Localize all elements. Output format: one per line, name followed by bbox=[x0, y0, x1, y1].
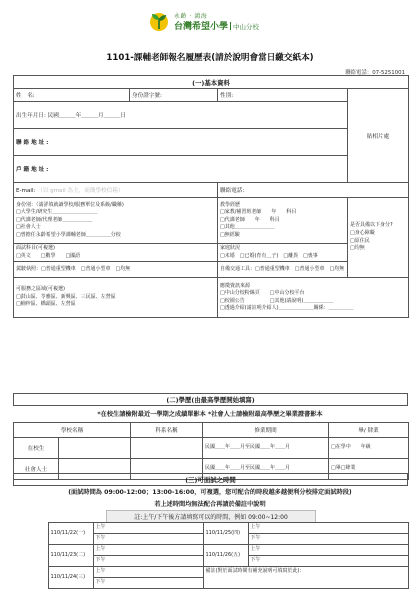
interview-date: 110/11/26(五) bbox=[203, 545, 248, 567]
service-area-option[interactable]: □楠梓區、橋頭區、左營區 bbox=[16, 301, 76, 308]
education-note: *在校生請檢附最近一學期之成績單影本 *社會人士請檢附最高學歷之畢業證書影本 bbox=[97, 411, 323, 418]
education-table bbox=[13, 422, 409, 480]
id-number-field[interactable]: 身份證字號: bbox=[130, 89, 218, 102]
birthdate-field[interactable]: 出生年月日: 民國＿＿＿年＿＿＿月＿＿＿日 bbox=[14, 102, 348, 129]
gender-field[interactable]: 性別: bbox=[218, 89, 348, 102]
interview-date: 110/11/24(三) bbox=[48, 567, 93, 589]
interview-table bbox=[13, 522, 409, 589]
special-identity-option[interactable]: □身心障礙 bbox=[350, 230, 375, 236]
info-source-title: 應徵資訊來源 bbox=[220, 282, 251, 289]
teaching-option[interactable]: □代課老師 年 科目 bbox=[220, 216, 280, 223]
family-cell[interactable] bbox=[218, 244, 348, 262]
basic-section-title: (一)基本資料 bbox=[14, 76, 409, 89]
service-area-title: 可服務之區域(可複選) bbox=[16, 286, 65, 293]
identity-title: 身份別：（請詳填就讀學校/服務單位及系級/職稱) bbox=[16, 201, 124, 208]
department-field[interactable] bbox=[131, 438, 203, 459]
interview-slot-pm[interactable]: 下午 bbox=[93, 534, 203, 545]
interview-slot-am[interactable]: 上午 bbox=[248, 523, 408, 534]
driver-license-field[interactable]: 駕駛執照：□普通重型機車 □普通小型車 □均無 bbox=[14, 262, 218, 278]
school-logo bbox=[148, 10, 278, 36]
info-source-option[interactable]: □校園公告 □其他(請說明)＿＿＿＿＿＿ bbox=[220, 297, 334, 304]
interview-hint: 註:上午/下午後方請填寫可以的時間，例如 09:00~12:00 bbox=[106, 510, 316, 523]
education-header-department: 科系名稱 bbox=[131, 423, 203, 438]
interview-title-table bbox=[13, 473, 408, 486]
graduation-status-field[interactable]: □畢□肄業 bbox=[329, 459, 409, 480]
contact-address-field[interactable]: 聯 絡 地 址 : bbox=[14, 129, 348, 156]
graduation-status-field[interactable]: □在學中 年級 bbox=[329, 438, 409, 459]
interview-spacer bbox=[13, 523, 48, 545]
email-label: E-mail: bbox=[16, 188, 36, 194]
study-period-field[interactable]: 民國＿＿年＿＿月至民國＿＿年＿＿月 bbox=[203, 459, 329, 480]
logo-top-text: 永齡 · 鴻海 bbox=[174, 13, 208, 20]
interview-slot-am[interactable]: 上午 bbox=[93, 567, 203, 578]
interview-slot-pm[interactable]: 下午 bbox=[248, 534, 408, 545]
name-field[interactable]: 姓 名: bbox=[14, 89, 130, 102]
special-identity-option[interactable]: □均無 bbox=[350, 245, 365, 252]
interview-slot-pm[interactable]: 下午 bbox=[248, 556, 408, 567]
education-section-title: (二)學歷(由最高學歷開始填寫) bbox=[14, 394, 408, 406]
subject-options[interactable]: □英文 □數學 □國語 bbox=[16, 252, 81, 259]
interview-note-time: (面試時間為 09:00-12:00；13:00-16:00，可複選，您可配合的時段越多越便利分校排定面試時段) bbox=[68, 489, 352, 496]
logo-main-text bbox=[174, 19, 259, 32]
service-area-cell[interactable] bbox=[14, 278, 218, 318]
logo-branch-name: 中山分校 bbox=[233, 23, 260, 31]
study-period-field[interactable]: 民國＿＿年＿＿月至民國＿＿年＿＿月 bbox=[203, 438, 329, 459]
interview-slot-pm[interactable]: 下午 bbox=[93, 578, 203, 589]
subject-cell[interactable] bbox=[14, 244, 218, 262]
family-options[interactable]: □未婚 □已婚(育有＿子) □離異 □喪事 bbox=[220, 252, 318, 259]
special-identity-option[interactable]: □原住民 bbox=[350, 237, 370, 244]
logo-school-name: 台灣希望小學 bbox=[174, 22, 229, 32]
sprout-logo-icon bbox=[148, 10, 170, 32]
teaching-option[interactable]: □無經驗 bbox=[220, 231, 240, 238]
teaching-option[interactable]: □其他＿＿＿＿＿＿＿＿ bbox=[220, 224, 275, 231]
basic-info-table bbox=[13, 75, 409, 318]
vehicle-field[interactable]: 自備交通工具：□普通重型機車 □普通小型車 □均無 bbox=[218, 262, 348, 278]
identity-option[interactable]: □大學生/研究生＿＿＿＿＿＿＿＿＿ bbox=[16, 209, 98, 216]
interview-date: 110/11/22(一) bbox=[48, 523, 93, 545]
education-header-period: 修業期間 bbox=[203, 423, 329, 438]
info-source-cell[interactable] bbox=[218, 278, 409, 318]
special-identity-cell[interactable] bbox=[348, 198, 409, 278]
table-row bbox=[14, 438, 409, 459]
photo-area: 貼相片處 bbox=[348, 89, 409, 183]
interview-spacer bbox=[13, 545, 48, 567]
interview-date: 110/11/25(四) bbox=[203, 523, 248, 545]
teaching-experience-cell[interactable] bbox=[218, 198, 348, 244]
interview-note-fallback: 若上述時間均無法配合再請於備註中說明 bbox=[154, 501, 266, 508]
interview-slot-pm[interactable]: 下午 bbox=[93, 556, 203, 567]
teaching-title: 教學經歷 bbox=[220, 201, 241, 208]
subject-title: 面試科目(可複選) bbox=[16, 245, 55, 251]
identity-cell[interactable] bbox=[14, 198, 218, 244]
interview-spacer bbox=[13, 567, 48, 589]
form-title: 1101-課輔老師報名履歷表(請於說明會當日繳交紙本) bbox=[106, 53, 314, 63]
identity-option[interactable]: □社會人士 bbox=[16, 224, 41, 231]
registered-address-field[interactable]: 戶 籍 地 址 : bbox=[14, 156, 348, 183]
service-area-option[interactable]: □鼓山區、苓雅區、新興區、三民區、左營區 bbox=[16, 293, 116, 300]
email-field[interactable] bbox=[14, 183, 218, 198]
teaching-option[interactable]: □家教/補習班老師 年 科目 bbox=[220, 209, 297, 216]
email-hint: （以 gmail 為主，而簡學校信箱） bbox=[37, 188, 124, 194]
special-identity-title: 是否具備以下身分? bbox=[350, 222, 393, 229]
education-title-table bbox=[13, 393, 408, 406]
education-header-status: 畢/ 肄業 bbox=[329, 423, 409, 438]
interview-section-title: (三)可面試之時間 bbox=[14, 474, 408, 486]
info-source-option[interactable]: □透過介紹(請註明介紹人)＿＿＿＿＿＿＿關係：＿＿＿＿＿ bbox=[220, 305, 354, 312]
school-name-field[interactable] bbox=[59, 438, 131, 459]
interview-date: 110/11/23(二) bbox=[48, 545, 93, 567]
interview-slot-am[interactable]: 上午 bbox=[93, 545, 203, 556]
contact-phone: 聯絡電話：07-5251001 bbox=[345, 70, 405, 76]
logo-divider bbox=[230, 22, 231, 30]
phone-field[interactable]: 聯絡電話: bbox=[218, 183, 409, 198]
identity-option[interactable]: □曾擔任永齡希望小學課輔老師＿＿＿＿＿分校 bbox=[16, 231, 121, 238]
info-source-option[interactable]: □中山分校粉絲頁 □中山分校平台 bbox=[220, 290, 305, 297]
family-title: 家庭狀況 bbox=[220, 245, 241, 251]
interview-remark-field[interactable]: 備註(對於面試時間有補充說明可填寫於此)： bbox=[203, 567, 408, 589]
interview-slot-am[interactable]: 上午 bbox=[93, 523, 203, 534]
interview-slot-am[interactable]: 上午 bbox=[248, 545, 408, 556]
identity-option[interactable]: □代課老師/代理老師＿＿＿＿＿＿ bbox=[16, 216, 93, 223]
education-row-label: 在校生 bbox=[14, 438, 59, 459]
education-row-label: 社會人士 bbox=[14, 459, 59, 480]
education-header-school: 學校名稱 bbox=[14, 423, 131, 438]
